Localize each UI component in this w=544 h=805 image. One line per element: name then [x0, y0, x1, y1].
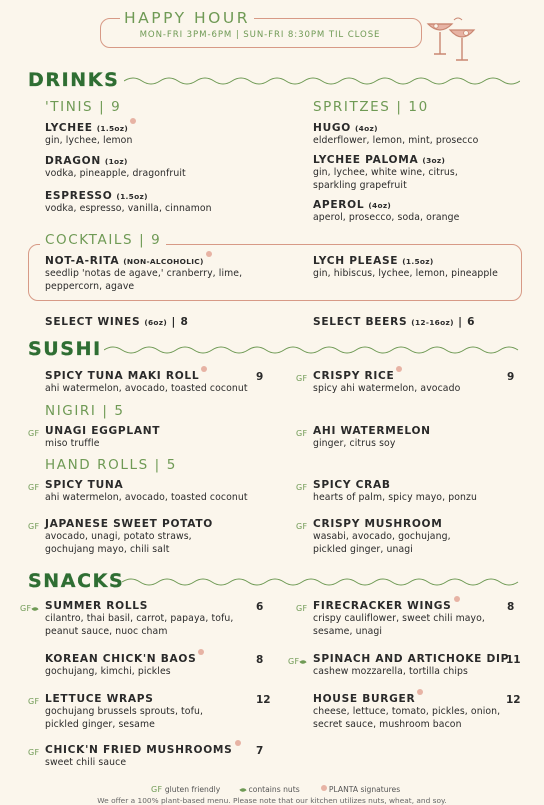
- item-name: FIRECRACKER WINGS: [313, 600, 452, 612]
- item-desc: cilantro, thai basil, carrot, papaya, tofu,: [45, 613, 234, 624]
- item-name: NOT-A-RITA: [45, 255, 120, 267]
- item-name: AHI WATERMELON: [313, 425, 431, 437]
- gf-label: [20, 604, 38, 613]
- item-name: SELECT BEERS: [313, 316, 408, 328]
- item-desc: wasabi, avocado, gochujang,: [313, 531, 451, 542]
- legend: [151, 785, 400, 794]
- hand-rolls-title: HAND ROLLS | 5: [45, 457, 177, 473]
- menu-item-spicy-crab: [313, 479, 477, 504]
- gf-label: GF: [296, 374, 308, 383]
- item-size: (1oz): [104, 157, 128, 166]
- item-desc: secret sauce, mushroom bacon: [313, 719, 462, 730]
- signature-icon: [206, 251, 212, 257]
- gf-label: GF: [28, 483, 40, 492]
- menu-item-unagi-eggplant: [45, 425, 160, 450]
- item-name: HOUSE BURGER: [313, 693, 416, 705]
- price-summer-rolls: 6: [256, 601, 264, 613]
- item-name: CRISPY MUSHROOM: [313, 518, 443, 530]
- menu-item-house-burger: [313, 693, 500, 731]
- tinis-title: 'TINIS | 9: [45, 99, 122, 115]
- gf-label: GF: [296, 483, 308, 492]
- item-desc: vodka, espresso, vanilla, cinnamon: [45, 203, 212, 214]
- item-size: (1.5oz): [96, 124, 129, 133]
- item-desc: avocado, unagi, potato straws,: [45, 531, 192, 542]
- menu-item-crispy-mushroom: [313, 518, 451, 556]
- select-wines: [45, 316, 189, 328]
- item-desc: cashew mozzarella, tortilla chips: [313, 666, 468, 677]
- legend-gf-mark: GF: [151, 785, 163, 794]
- item-desc: pickled ginger, sesame: [45, 719, 155, 730]
- item-size: (4oz): [368, 201, 392, 210]
- price-crispy-rice: 9: [507, 371, 515, 383]
- footer-note: We offer a 100% plant-based menu. Please note that our kitchen utilizes nuts, wheat, and soy.: [97, 796, 447, 805]
- item-desc: hearts of palm, spicy mayo, ponzu: [313, 492, 477, 503]
- item-desc: sweet chili sauce: [45, 757, 127, 768]
- legend-gf-text: gluten friendly: [164, 785, 221, 794]
- gf-label: GF: [28, 522, 40, 531]
- gf-label: GF: [296, 429, 308, 438]
- item-name: SPICY TUNA MAKI ROLL: [45, 370, 200, 382]
- gf-label: GF: [296, 604, 308, 613]
- price-maki: 9: [256, 371, 264, 383]
- price-firecracker-wings: 8: [507, 601, 515, 613]
- drinks-heading: DRINKS: [28, 69, 120, 91]
- price-dip: 11: [506, 654, 521, 666]
- price-baos: 8: [256, 654, 264, 666]
- item-desc: aperol, prosecco, soda, orange: [313, 212, 460, 223]
- menu-item-aperol: [313, 199, 459, 224]
- menu-item-crispy-rice: [313, 370, 460, 395]
- menu-item-espresso: [45, 190, 212, 215]
- menu-item-hugo: [313, 122, 478, 147]
- gf-text: GF: [20, 604, 32, 613]
- item-desc: spicy ahi watermelon, avocado: [313, 383, 461, 394]
- item-size: (4oz): [354, 124, 378, 133]
- drinks-wave-divider: [124, 76, 520, 86]
- nigiri-title: NIGIRI | 5: [45, 403, 125, 419]
- menu-item-lychee: [45, 122, 136, 147]
- item-size: (NON-ALCOHOLIC): [123, 257, 204, 266]
- nut-leaf-icon: [32, 605, 39, 611]
- sushi-heading: SUSHI: [28, 338, 102, 360]
- item-name: LETTUCE WRAPS: [45, 693, 154, 705]
- item-size: (1.5oz): [402, 257, 434, 266]
- signature-icon: [198, 649, 204, 655]
- signature-icon: [201, 366, 207, 372]
- item-name: SPINACH AND ARTICHOKE DIP: [313, 653, 510, 665]
- item-name: SPICY CRAB: [313, 479, 391, 491]
- menu-item-spinach-artichoke-dip: [313, 653, 509, 678]
- price-cfm: 7: [256, 745, 264, 757]
- happy-hour-title: HAPPY HOUR: [120, 9, 254, 27]
- menu-item-lettuce-wraps: [45, 693, 203, 731]
- menu-item-spicy-tuna-maki: [45, 370, 270, 395]
- item-price: | 6: [458, 316, 476, 328]
- gf-label: GF: [28, 429, 40, 438]
- menu-item-firecracker-wings: [313, 600, 485, 638]
- item-size: (6oz): [144, 318, 168, 327]
- item-desc: vodka, pineapple, dragonfruit: [45, 168, 186, 179]
- item-desc: pickled ginger, unagi: [313, 544, 413, 555]
- legend-nuts-text: contains nuts: [248, 785, 300, 794]
- item-name: UNAGI EGGPLANT: [45, 425, 161, 437]
- signature-icon: [417, 689, 423, 695]
- item-price: | 8: [171, 316, 189, 328]
- item-desc: peanut sauce, nuoc cham: [45, 626, 168, 637]
- menu-item-chickn-fried-mushrooms: [45, 744, 241, 769]
- item-desc: cheese, lettuce, tomato, pickles, onion,: [313, 706, 501, 717]
- menu-item-japanese-sweet-potato: [45, 518, 213, 556]
- item-name: KOREAN CHICK'N BAOS: [45, 653, 197, 665]
- item-desc: seedlip 'notas de agave,' cranberry, lime,: [45, 268, 243, 279]
- item-name: CHICK'N FRIED MUSHROOMS: [45, 744, 233, 756]
- menu-item-spicy-tuna: [45, 479, 248, 504]
- gf-label: [288, 657, 306, 666]
- item-name: SELECT WINES: [45, 316, 141, 328]
- sushi-wave-divider: [104, 345, 520, 355]
- price-house-burger: 12: [506, 694, 521, 706]
- gf-label: GF: [28, 748, 40, 757]
- item-name: JAPANESE SWEET POTATO: [45, 518, 213, 530]
- item-desc: elderflower, lemon, mint, prosecco: [313, 135, 479, 146]
- item-desc: ahi watermelon, avocado, toasted coconut: [45, 383, 248, 394]
- signature-icon: [130, 118, 136, 124]
- item-size: (1.5oz): [116, 192, 148, 201]
- item-name: ESPRESSO: [45, 190, 113, 202]
- nut-leaf-icon: [300, 658, 307, 664]
- signature-icon: [396, 366, 402, 372]
- signature-icon: [321, 785, 327, 791]
- snacks-heading: SNACKS: [28, 570, 125, 592]
- item-desc: gochujang, kimchi, pickles: [45, 666, 171, 677]
- item-size: (12-16oz): [411, 318, 454, 327]
- menu-item-lychee-paloma: [313, 154, 458, 192]
- item-desc: sparkling grapefruit: [313, 180, 407, 191]
- item-name: SPICY TUNA: [45, 479, 124, 491]
- menu-item-summer-rolls: [45, 600, 233, 638]
- item-desc: ginger, citrus soy: [313, 438, 396, 449]
- spritzes-title: SPRITZES | 10: [313, 99, 429, 115]
- legend-sig-text: PLANTA signatures: [328, 785, 401, 794]
- item-desc: gin, lychee, white wine, citrus,: [313, 167, 458, 178]
- item-name: SUMMER ROLLS: [45, 600, 149, 612]
- item-desc: gin, lychee, lemon: [45, 135, 133, 146]
- price-lettuce-wraps: 12: [256, 694, 271, 706]
- nut-leaf-icon: [240, 787, 247, 793]
- menu-item-not-a-rita: [45, 255, 242, 293]
- item-name: LYCH PLEASE: [313, 255, 399, 267]
- item-desc: miso truffle: [45, 438, 100, 449]
- menu-item-lych-please: [313, 255, 498, 280]
- item-name: APEROL: [313, 199, 365, 211]
- item-desc: ahi watermelon, avocado, toasted coconut: [45, 492, 248, 503]
- item-desc: peppercorn, agave: [45, 281, 135, 292]
- item-desc: gin, hibiscus, lychee, lemon, pineapple: [313, 268, 498, 279]
- item-size: (3oz): [422, 156, 446, 165]
- signature-icon: [235, 740, 241, 746]
- item-name: DRAGON: [45, 155, 101, 167]
- item-name: CRISPY RICE: [313, 370, 395, 382]
- gf-label: GF: [28, 697, 40, 706]
- signature-icon: [454, 596, 460, 602]
- cocktail-glasses-icon: [424, 16, 484, 66]
- menu-item-dragon: [45, 155, 186, 180]
- item-name: LYCHEE PALOMA: [313, 154, 419, 166]
- gf-label: GF: [296, 522, 308, 531]
- item-desc: sesame, unagi: [313, 626, 383, 637]
- cocktails-title: COCKTAILS | 9: [40, 232, 166, 248]
- item-desc: gochujang brussels sprouts, tofu,: [45, 706, 204, 717]
- happy-hour-times: MON-FRI 3PM-6PM | SUN-FRI 8:30PM TIL CLOSE: [139, 30, 381, 40]
- menu-item-korean-chickn-baos: [45, 653, 204, 678]
- menu-item-ahi-watermelon: [313, 425, 431, 450]
- gf-text: GF: [288, 657, 300, 666]
- snacks-wave-divider: [122, 577, 520, 587]
- item-desc: gochujang mayo, chili salt: [45, 544, 170, 555]
- item-name: HUGO: [313, 122, 351, 134]
- select-beers: [313, 316, 475, 328]
- item-name: LYCHEE: [45, 122, 93, 134]
- item-desc: crispy cauliflower, sweet chili mayo,: [313, 613, 485, 624]
